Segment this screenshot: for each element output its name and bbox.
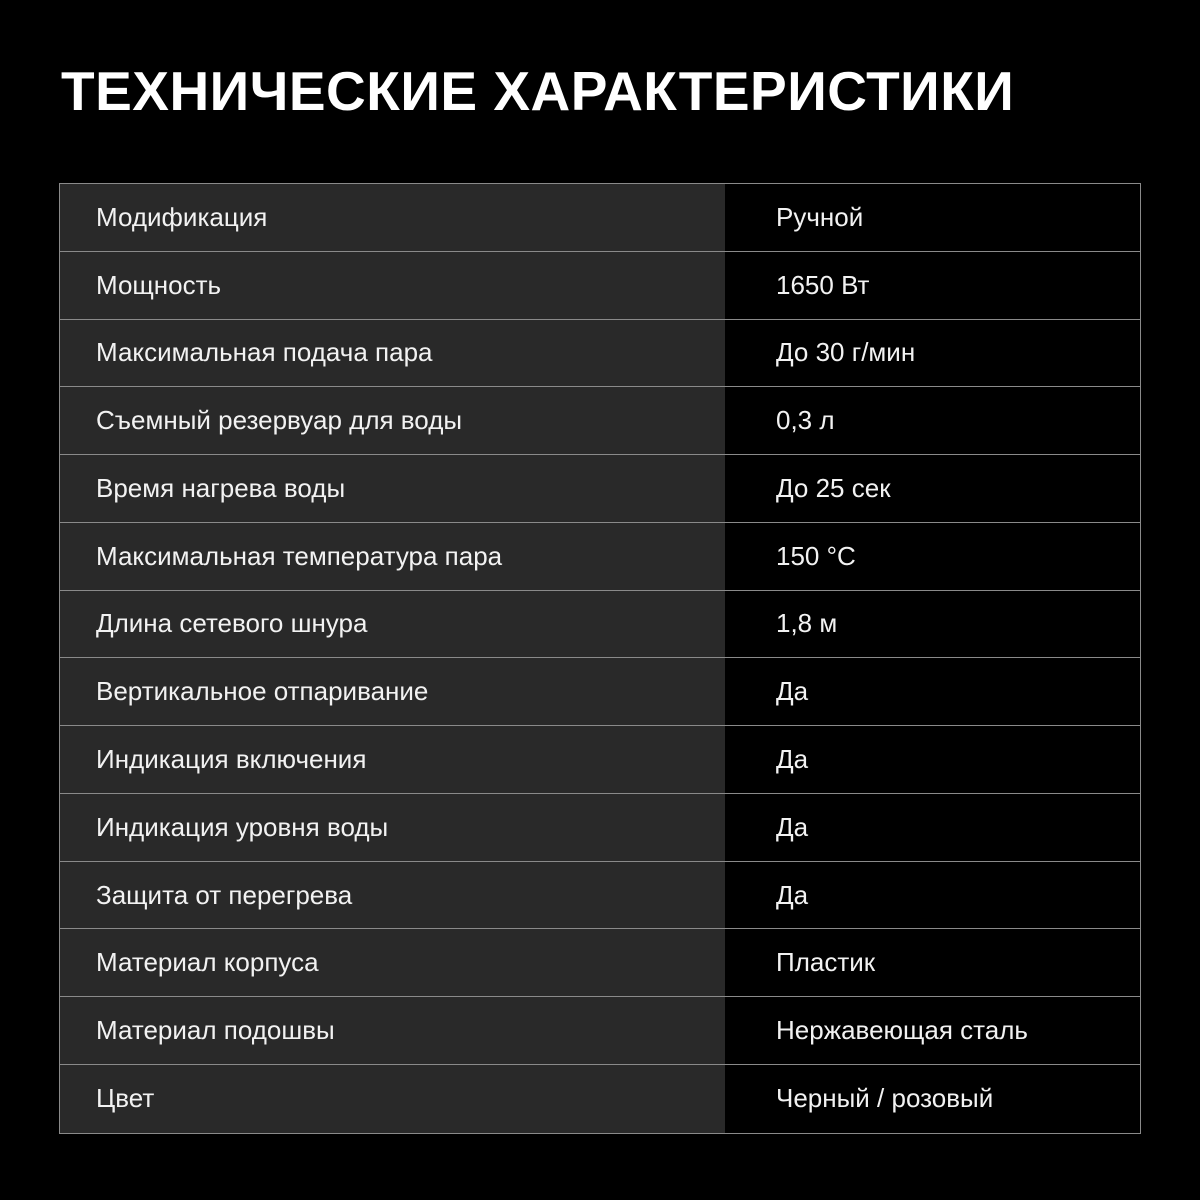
spec-row-max-temperature — [60, 523, 1140, 591]
spec-label: Максимальная подача пара — [60, 320, 725, 387]
spec-value: Да — [725, 862, 1140, 929]
page-title: ТЕХНИЧЕСКИЕ ХАРАКТЕРИСТИКИ — [61, 60, 1015, 122]
spec-row-color — [60, 1065, 1140, 1133]
spec-row-steam-rate — [60, 320, 1140, 388]
spec-label: Длина сетевого шнура — [60, 591, 725, 658]
spec-value: 1650 Вт — [725, 252, 1140, 319]
spec-label: Материал подошвы — [60, 997, 725, 1064]
spec-row-cord-length — [60, 591, 1140, 659]
spec-value: 150 °С — [725, 523, 1140, 590]
spec-label: Максимальная температура пара — [60, 523, 725, 590]
spec-row-water-tank — [60, 387, 1140, 455]
spec-value: 1,8 м — [725, 591, 1140, 658]
spec-value: Да — [725, 658, 1140, 725]
spec-row-vertical-steaming — [60, 658, 1140, 726]
spec-value: До 30 г/мин — [725, 320, 1140, 387]
spec-value: Да — [725, 794, 1140, 861]
spec-label: Съемный резервуар для воды — [60, 387, 725, 454]
spec-value: Да — [725, 726, 1140, 793]
spec-row-power-indicator — [60, 726, 1140, 794]
spec-label: Цвет — [60, 1065, 725, 1133]
spec-label: Мощность — [60, 252, 725, 319]
spec-label: Защита от перегрева — [60, 862, 725, 929]
spec-row-power — [60, 252, 1140, 320]
spec-label: Материал корпуса — [60, 929, 725, 996]
spec-row-heat-time — [60, 455, 1140, 523]
spec-value: Нержавеющая сталь — [725, 997, 1140, 1064]
spec-value: Пластик — [725, 929, 1140, 996]
spec-value: Ручной — [725, 184, 1140, 251]
spec-row-soleplate-material — [60, 997, 1140, 1065]
spec-label: Модификация — [60, 184, 725, 251]
spec-table — [59, 183, 1141, 1134]
spec-label: Вертикальное отпаривание — [60, 658, 725, 725]
spec-value: До 25 сек — [725, 455, 1140, 522]
spec-row-overheat-protection — [60, 862, 1140, 930]
spec-value: Черный / розовый — [725, 1065, 1140, 1133]
spec-row-body-material — [60, 929, 1140, 997]
spec-value: 0,3 л — [725, 387, 1140, 454]
spec-label: Индикация включения — [60, 726, 725, 793]
spec-row-modification — [60, 184, 1140, 252]
spec-row-water-level-indicator — [60, 794, 1140, 862]
spec-label: Время нагрева воды — [60, 455, 725, 522]
spec-label: Индикация уровня воды — [60, 794, 725, 861]
